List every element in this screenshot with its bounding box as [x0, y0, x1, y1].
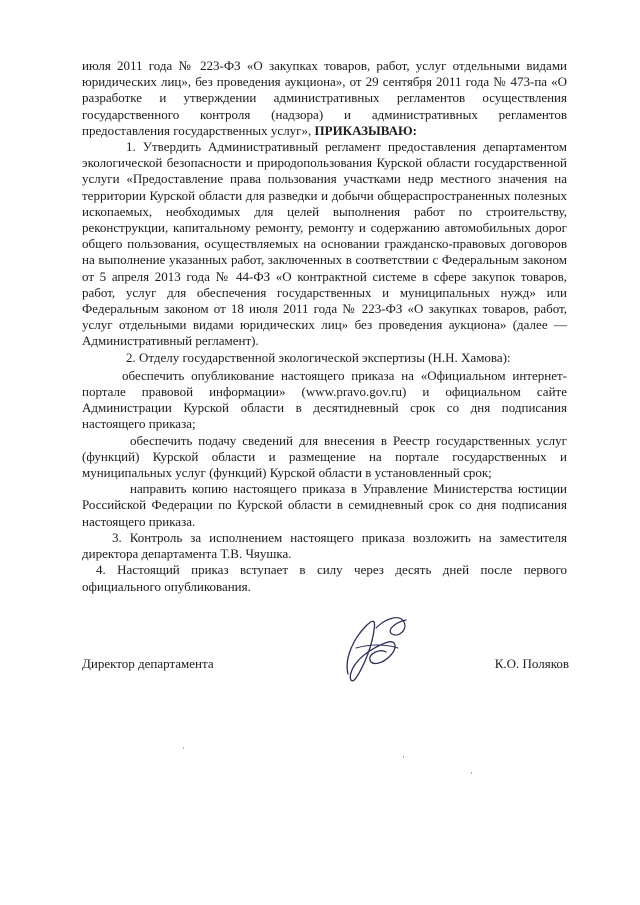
item-2-paragraph: 2. Отделу государственной экологической экспертизы (Н.Н. Хамова):	[126, 349, 511, 365]
order-keyword: ПРИКАЗЫВАЮ:	[314, 122, 418, 138]
signer-title: Директор департамента	[82, 656, 214, 671]
item-1-paragraph: 1. Утвердить Административный регламент предоставления департаментом экологической безопасности и природопользования Курской области государственной услуги «Предоставление права пользования участками недр местного значения на территории Курской области для разведки и добычи общераспространенных полезных ископаемых, необходимых для целей выполнения работ по строительству, реконструкции, капитальному ремонту, ремонту и содержанию автомобильных дорог общего пользования, осуществляемых на основании гражданско-правовых договоров на выполнение указанных работ, заключенных в соответствии с Федеральным законом от 5 апреля 2013 года № 44-ФЗ «О контрактной системе в сфере закупок товаров, работ, услуг для обеспечения государственных и муниципальных нужд» или Федеральным законом от 18 июля 2011 года № 223-ФЗ «О закупках товаров, работ, услуг отдельными видами юридических лиц» без проведения аукциона» (далее — Административный регламент).	[82, 139, 567, 349]
intro-paragraph	[82, 58, 567, 139]
signer-name: К.О. Поляков	[494, 656, 569, 671]
handwritten-signature	[326, 608, 416, 688]
scan-speck: ·	[182, 743, 185, 753]
item-2-subitem-ministry: направить копию настоящего приказа в Управление Министерства юстиции Российской Федерации по Курской области в семидневный срок со дня подписания настоящего приказа.	[82, 481, 567, 529]
item-2-subitem-publish: обеспечить опубликование настоящего приказа на «Официальном интернет-портале правовой информации» (www.pravo.gov.ru) и официальном сайте Администрации Курской области в десятидневный срок со дня подписания настоящего приказа;	[82, 367, 567, 432]
scan-speck: ·	[402, 752, 405, 762]
signature-block	[82, 656, 569, 676]
item-4-paragraph: 4. Настоящий приказ вступает в силу через десять дней после первого официального опубликования.	[82, 562, 567, 594]
item-3-paragraph: 3. Контроль за исполнением настоящего приказа возложить на заместителя директора департамента Т.В. Чяушка.	[82, 529, 567, 562]
intro-text: июля 2011 года № 223-ФЗ «О закупках товаров, работ, услуг отдельными видами юридических лиц», без проведения аукциона», от 29 сентября 2011 года № 473-па «О разработке и утверждении административных регламентов осуществления государственного контроля (надзора) и административных регламентов предоставления государственных услуг»,	[82, 58, 567, 138]
item-2-subitem-registry: обеспечить подачу сведений для внесения в Реестр государственных услуг (функций) Курской области и размещение на портале государственных и муниципальных услуг (функций) Курской области в установленный срок;	[82, 432, 567, 481]
document-body	[82, 58, 567, 595]
scan-speck: ·	[470, 768, 473, 778]
